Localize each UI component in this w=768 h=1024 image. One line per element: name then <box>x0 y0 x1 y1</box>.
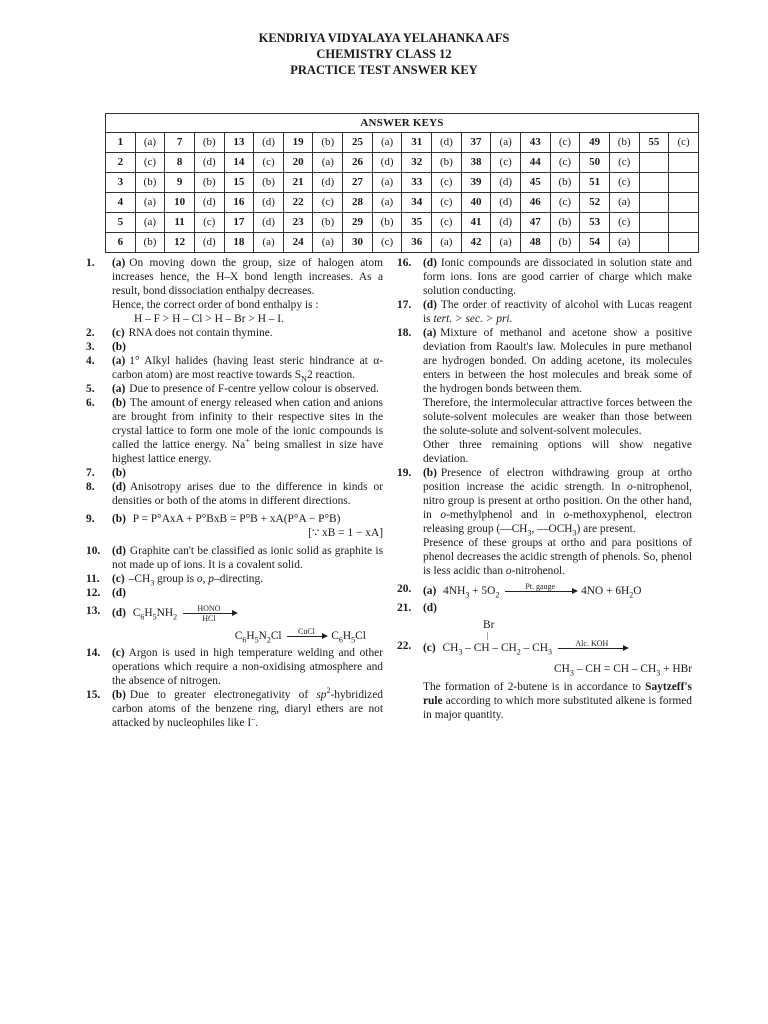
school-name: KENDRIYA VIDYALAYA YELAHANKA AFS <box>258 31 510 45</box>
substituent: Br <box>483 619 495 631</box>
explanation: -methylphenol and in <box>446 509 564 521</box>
question-number: 13. <box>86 605 101 617</box>
explanation: Presence of electron withdrawing group at ortho position increase the acidic strength. In <box>423 467 692 493</box>
question-number-cell: 34 <box>402 193 432 213</box>
product: $CH_3$ – CH = CH – $CH_3$ + HBr <box>554 663 692 678</box>
reactant: $CH_3$ – CH – $CH_2 - CH_3$ <box>442 642 552 657</box>
question-number-cell: 35 <box>402 213 432 233</box>
answer-option: (a) <box>423 327 437 339</box>
answer-cell: (c) <box>550 153 580 173</box>
answer-option: (d) <box>423 602 437 614</box>
answer-5 <box>86 382 383 396</box>
answer-cell <box>669 213 699 233</box>
answer-3 <box>86 340 383 354</box>
answer-16 <box>397 256 692 298</box>
answer-option: (a) <box>112 257 126 269</box>
reagent: HCl <box>202 614 216 623</box>
explanation: Due to greater electronegativity of <box>129 689 317 701</box>
answer-cell: (d) <box>254 213 284 233</box>
answer-cell: (c) <box>609 213 639 233</box>
question-number-cell: 29 <box>343 213 373 233</box>
explanation: Mixture of methanol and acetone show a positive deviation from Raoult's law. Molecules in pure methanol are hydrogen bonded. On adding acetone, its molecules enters in between the host molecules and break some of the hydrogen bonds between them. <box>423 327 692 395</box>
answer-cell: (b) <box>135 233 165 253</box>
answer-2 <box>86 326 383 340</box>
explanation: -hybridized carbon atoms of the benzene ring, diaryl ethers are not attacked by nucleophiles like I <box>112 689 383 729</box>
answer-cell: (a) <box>372 173 402 193</box>
answer-cell: (a) <box>313 153 343 173</box>
question-number-cell: 36 <box>402 233 432 253</box>
explanation: tert. > sec. > pri. <box>433 313 513 325</box>
question-number-cell <box>639 173 669 193</box>
answer-cell: (d) <box>432 133 462 153</box>
answer-cell: (c) <box>313 193 343 213</box>
answer-key-row <box>106 153 699 173</box>
answer-key-heading: ANSWER KEYS <box>106 114 699 133</box>
answer-cell: (a) <box>609 233 639 253</box>
answer-cell: (c) <box>550 133 580 153</box>
answer-option: (d) <box>112 607 126 620</box>
answer-cell <box>669 193 699 213</box>
explanation: RNA does not contain thymine. <box>128 327 273 339</box>
reagent: CuCl <box>298 627 315 636</box>
answer-cell: (c) <box>432 173 462 193</box>
question-number-cell: 31 <box>402 133 432 153</box>
explanation: 1° Alkyl halides (having least steric hindrance at α-carbon atom) are most reactive towards S <box>112 355 383 381</box>
answer-18 <box>397 326 692 466</box>
answer-20 <box>397 582 692 601</box>
answer-cell: (d) <box>194 193 224 213</box>
answer-cell: (c) <box>550 193 580 213</box>
question-number-cell: 47 <box>520 213 550 233</box>
explanation: On moving down the group, size of halogen atom increases hence, the H–X bond length increases. As a result, bond dissociation enthalpy decreases. <box>112 257 383 297</box>
question-number-cell: 20 <box>283 153 313 173</box>
explanation: -nitrophenol, nitro group is present at ortho position. On the other hand, in <box>423 481 692 521</box>
explanation: according to which more substituted alkene is formed in major quantity. <box>423 695 692 721</box>
answer-cell: (c) <box>609 173 639 193</box>
question-number-cell: 16 <box>224 193 254 213</box>
answer-17 <box>397 298 692 326</box>
answer-13 <box>86 604 383 646</box>
answer-6 <box>86 396 383 466</box>
question-number: 12. <box>86 587 101 599</box>
reaction-step: $C_6H_5N_2Cl$ CuCl $C_6H_5Cl$ <box>234 627 383 645</box>
question-number: 2. <box>86 327 95 339</box>
question-number: 6. <box>86 397 95 409</box>
reaction-arrow <box>558 639 626 658</box>
answer-cell <box>669 153 699 173</box>
question-number-cell: 24 <box>283 233 313 253</box>
answer-cell: (d) <box>491 173 521 193</box>
answer-key-row <box>106 173 699 193</box>
answer-4 <box>86 354 383 382</box>
question-number-cell: 19 <box>283 133 313 153</box>
question-number-cell: 32 <box>402 153 432 173</box>
question-number-cell: 44 <box>520 153 550 173</box>
question-number-cell: 23 <box>283 213 313 233</box>
question-number: 18. <box>397 327 412 339</box>
answer-cell: (d) <box>254 133 284 153</box>
answer-cell: (d) <box>372 153 402 173</box>
question-number-cell <box>639 213 669 233</box>
answer-cell: (b) <box>550 233 580 253</box>
explanation: 2 reaction. <box>306 369 356 381</box>
answer-cell: (a) <box>135 193 165 213</box>
answer-cell: (c) <box>372 233 402 253</box>
answer-cell: (c) <box>432 213 462 233</box>
reaction-arrow <box>183 604 235 623</box>
reaction-arrow <box>505 582 575 601</box>
answer-cell: (a) <box>609 193 639 213</box>
question-number-cell: 53 <box>580 213 610 233</box>
question-number-cell: 8 <box>165 153 195 173</box>
answer-cell: (b) <box>550 173 580 193</box>
answer-11: 11. (c) $-CH_3$ group is o, p–directing. <box>86 573 264 588</box>
class-name: CHEMISTRY CLASS 12 <box>316 47 452 61</box>
explanation: Ionic compounds are dissociated in solution state and form ions. Ions are good carrier of charge which make solution conducting. <box>423 257 692 297</box>
question-number-cell: 17 <box>224 213 254 233</box>
question-number: 8. <box>86 481 95 493</box>
explanation: Hence, the correct order of bond enthalpy is : <box>112 299 319 311</box>
question-number-cell: 13 <box>224 133 254 153</box>
question-number-cell: 4 <box>106 193 136 213</box>
question-number-cell: 10 <box>165 193 195 213</box>
equation: P = P°AxA + P°BxB = P°B + xA(P°A − P°B) <box>132 513 341 525</box>
question-number-cell: 55 <box>639 133 669 153</box>
question-number-cell: 39 <box>461 173 491 193</box>
answer-cell: (c) <box>609 153 639 173</box>
answer-option: (b) <box>112 341 126 353</box>
question-number-cell: 37 <box>461 133 491 153</box>
question-number-cell: 27 <box>343 173 373 193</box>
question-number-cell: 9 <box>165 173 195 193</box>
question-number-cell: 41 <box>461 213 491 233</box>
explanation: o <box>627 481 633 493</box>
explanation: ) are present. <box>576 523 636 535</box>
answer-10 <box>86 544 383 572</box>
answer-key-row <box>106 213 699 233</box>
answer-cell: (a) <box>432 233 462 253</box>
explanation: Graphite can't be classified as ionic solid as graphite is not made up of ions. It is a covalent solid. <box>112 545 383 571</box>
answer-option: (c) <box>112 573 125 585</box>
question-number-cell: 3 <box>106 173 136 193</box>
answer-cell: (a) <box>372 133 402 153</box>
question-number-cell: 1 <box>106 133 136 153</box>
answer-option: (d) <box>112 587 126 599</box>
answer-cell: (a) <box>372 193 402 213</box>
answer-cell: (a) <box>313 233 343 253</box>
reagent: Pt. gauge <box>525 582 556 591</box>
explanation: group is <box>154 573 197 585</box>
question-number-cell: 33 <box>402 173 432 193</box>
question-number: 1. <box>86 257 95 269</box>
question-number-cell: 28 <box>343 193 373 213</box>
explanation: Other three remaining options will show negative deviation. <box>423 439 692 465</box>
explanation: sp <box>316 689 327 701</box>
question-number-cell: 49 <box>580 133 610 153</box>
explanation: -methoxyphenol, electron releasing group (—CH <box>423 509 692 535</box>
reagent: HONO <box>197 604 221 613</box>
question-number-cell: 46 <box>520 193 550 213</box>
explanation: Therefore, the intermolecular attractive forces between the solute-solvent molecules are weaker than those between the solute-solute and solvent-solvent molecules. <box>423 397 692 437</box>
answer-cell: (b) <box>550 213 580 233</box>
question-number: 15. <box>86 689 101 701</box>
question-number-cell: 14 <box>224 153 254 173</box>
question-number-cell: 43 <box>520 133 550 153</box>
answer-14 <box>86 646 383 688</box>
answer-option: (b) <box>112 513 126 525</box>
answer-cell: (d) <box>491 193 521 213</box>
answer-option: (b) <box>112 689 126 701</box>
answer-option: (a) <box>112 383 126 395</box>
question-number-cell: 7 <box>165 133 195 153</box>
answer-cell: (a) <box>491 233 521 253</box>
answer-cell: (b) <box>432 153 462 173</box>
question-number: 7. <box>86 467 95 479</box>
left-column <box>86 256 383 730</box>
question-number-cell: 26 <box>343 153 373 173</box>
answer-12 <box>86 586 383 600</box>
answer-option: (c) <box>112 647 125 659</box>
explanation: The formation of 2-butene is in accordance to <box>423 681 646 693</box>
subscript: N <box>301 374 307 384</box>
answer-19: 19. (b) Presence of electron withdrawing group at ortho position increase the acidic strength. In o-nitrophenol, nitro group is present at ortho position. On the other hand, in o-methylphenol and in o-methoxyphenol, electron releasing group ($—CH_3$, $—OCH_3$) are present. Presence of these groups at ortho and para positions of phenol decreases the acidic strength of phenols. So, phenol is less acidic than o-nitrohenol. <box>397 467 692 577</box>
answer-key-body <box>106 133 699 253</box>
answer-option: (d) <box>423 299 437 311</box>
question-number-cell: 21 <box>283 173 313 193</box>
answer-option: (d) <box>112 545 126 557</box>
question-number-cell: 18 <box>224 233 254 253</box>
question-number-cell <box>639 193 669 213</box>
question-number-cell: 42 <box>461 233 491 253</box>
answer-key-table <box>105 113 699 253</box>
question-number: 21. <box>397 602 412 614</box>
answer-option: (a) <box>112 355 126 367</box>
answer-9 <box>86 512 383 540</box>
question-number-cell: 51 <box>580 173 610 193</box>
answer-cell: (a) <box>135 133 165 153</box>
question-number-cell: 5 <box>106 213 136 233</box>
explanation: The order of reactivity of alcohol with Lucas reagent is <box>423 299 692 325</box>
answer-option: (b) <box>112 397 126 409</box>
answer-cell: (b) <box>313 133 343 153</box>
question-number-cell: 6 <box>106 233 136 253</box>
question-number: 20. <box>397 583 412 595</box>
explanation: Due to presence of F-centre yellow colour is observed. <box>129 383 379 395</box>
question-number-cell: 40 <box>461 193 491 213</box>
question-number-cell: 30 <box>343 233 373 253</box>
question-number-cell: 22 <box>283 193 313 213</box>
question-number: 16. <box>397 257 412 269</box>
answer-key-row <box>106 133 699 153</box>
answer-8 <box>86 480 383 508</box>
explanation: Argon is used in high temperature welding and other operations which require a non-oxidising atmosphere and the absence of nitrogen. <box>112 647 383 687</box>
question-number-cell <box>639 153 669 173</box>
answer-cell: (b) <box>254 173 284 193</box>
answer-cell: (c) <box>254 153 284 173</box>
superscript: + <box>245 436 250 446</box>
answer-22 <box>397 619 692 722</box>
explanation: . <box>255 717 259 729</box>
answer-cell: (a) <box>491 133 521 153</box>
question-number-cell: 2 <box>106 153 136 173</box>
product: $4NO + 6H_2O$ <box>581 585 642 600</box>
explanation: Anisotropy arises due to the difference in kinds or densities or both of the atoms in different directions. <box>112 481 383 507</box>
question-number-cell <box>639 233 669 253</box>
explanation: being smallest in size have highest lattice energy. <box>112 439 384 465</box>
explanation: –CH <box>128 573 151 585</box>
question-number: 11. <box>86 573 100 585</box>
question-number-cell: 48 <box>520 233 550 253</box>
question-number: 14. <box>86 647 101 659</box>
answer-cell: (d) <box>313 173 343 193</box>
answer-cell: (a) <box>254 233 284 253</box>
equation: [∵ xB = 1 − xA] <box>308 527 383 539</box>
answer-option: (c) <box>423 642 436 655</box>
explanation: Presence of these groups at ortho and para positions of phenol decreases the acidic strength of phenols. So, phenol is less acidic than <box>423 537 692 577</box>
question-number-cell: 11 <box>165 213 195 233</box>
question-number-cell: 25 <box>343 133 373 153</box>
answer-cell <box>669 173 699 193</box>
answer-21 <box>397 601 692 615</box>
answer-cell: (c) <box>491 153 521 173</box>
question-number: 9. <box>86 513 95 525</box>
question-number: 22. <box>397 640 412 652</box>
answer-option: (c) <box>112 327 125 339</box>
answer-option: (a) <box>423 585 437 598</box>
question-number-cell: 45 <box>520 173 550 193</box>
question-number: 4. <box>86 355 95 367</box>
explanation: , —OCH <box>531 523 573 535</box>
answer-15: 15. (b) Due to greater electronegativity of $sp^2$-hybridized carbon atoms of the benzene ring, diaryl ethers are not attacked by nucleophiles like I–. <box>86 686 383 729</box>
question-number: 10. <box>86 545 101 557</box>
reaction-arrow <box>287 627 325 646</box>
answer-cell: (b) <box>313 213 343 233</box>
answer-cell: (b) <box>194 133 224 153</box>
answer-key-row <box>106 193 699 213</box>
answer-7 <box>86 466 383 480</box>
answer-cell: (b) <box>135 173 165 193</box>
reactant: $C_6H_5NH_2$ <box>132 607 178 622</box>
explanation: –directing. <box>214 573 264 585</box>
explanation: -nitrohenol. <box>511 565 566 577</box>
answer-cell: (b) <box>372 213 402 233</box>
reactant: $4NH_3 + 5O_2$ <box>443 585 500 600</box>
answer-cell: (d) <box>254 193 284 213</box>
question-number-cell: 54 <box>580 233 610 253</box>
right-column <box>397 256 692 722</box>
answer-key-row <box>106 233 699 253</box>
answer-1 <box>86 256 383 326</box>
question-number-cell: 50 <box>580 153 610 173</box>
answer-cell: (c) <box>194 213 224 233</box>
answer-cell: (b) <box>194 173 224 193</box>
answer-cell <box>669 233 699 253</box>
explanation: The amount of energy released when cation and anions are brought from infinity to their respective sites in the crystal lattice to form one mole of the ionic compounds is called the lattice energy. Na <box>112 397 383 451</box>
question-number: 5. <box>86 383 95 395</box>
bond-line: | <box>487 631 489 640</box>
question-number: 19. <box>397 467 412 479</box>
question-number-cell: 15 <box>224 173 254 193</box>
answer-cell: (c) <box>135 153 165 173</box>
reagent: Alc. KOH <box>575 639 609 648</box>
answer-cell: (d) <box>491 213 521 233</box>
answer-cell: (a) <box>135 213 165 233</box>
answer-option: (d) <box>112 481 126 493</box>
rule-name: Saytzeff's rule <box>423 681 692 707</box>
equation: H – F > H – Cl > H – Br > H – I. <box>134 313 284 325</box>
answer-cell: (b) <box>609 133 639 153</box>
answer-cell: (d) <box>194 233 224 253</box>
explanation: o, p <box>196 573 214 585</box>
question-number: 3. <box>86 341 95 353</box>
answer-option: (b) <box>423 467 437 479</box>
answer-cell: (c) <box>669 133 699 153</box>
answer-cell: (c) <box>432 193 462 213</box>
document-title: PRACTICE TEST ANSWER KEY <box>290 63 478 77</box>
question-number-cell: 38 <box>461 153 491 173</box>
question-number-cell: 52 <box>580 193 610 213</box>
answer-cell: (d) <box>194 153 224 173</box>
answer-option: (d) <box>423 257 437 269</box>
question-number-cell: 12 <box>165 233 195 253</box>
question-number: 17. <box>397 299 412 311</box>
answer-option: (b) <box>112 467 126 479</box>
